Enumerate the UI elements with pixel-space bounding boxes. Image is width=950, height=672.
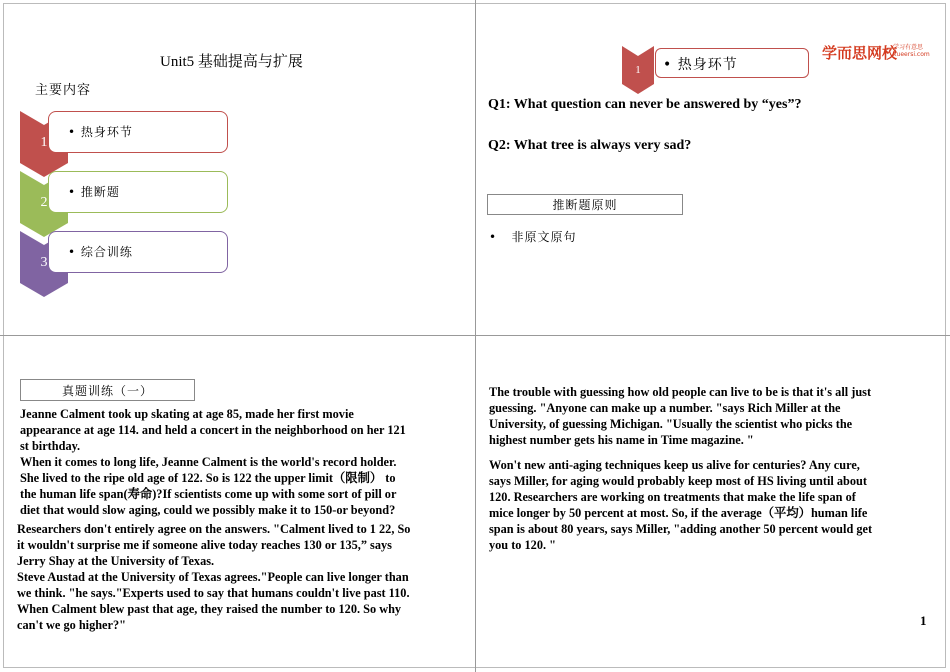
step-2-label: • 推断题 [68,185,120,199]
main-content-heading: 主要内容 [35,83,92,98]
passage-line: Jeanne Calment took up skating at age 85, made her first movie [20,407,354,421]
unit-title: Unit5 基础提高与扩展 [160,54,303,70]
passage-line: diet that would slow aging, could we possibly make it to 150-or beyond? [20,503,396,517]
passage-line: 120. Researchers are working on treatments that make the life span of [489,490,856,504]
passage-line: says Miller, for aging would probably keep most of HS living until about [489,474,867,488]
passage-line: mice longer by 50 percent at most. So, if the average（平均）human life [489,506,868,520]
passage-part-d [489,457,872,553]
warmup-header-number: 1 [635,64,641,76]
logo-tagline: 学习有意思 [893,44,924,51]
step-2-number: 2 [40,195,48,210]
passage-part-c [489,384,871,448]
passage-line: it wouldn't surprise me if someone alive today reaches 130 or 135,” says [17,538,392,552]
passage-line: Researchers don't entirely agree on the answers. "Calment lived to 1 22, So [17,522,411,536]
xueersi-logo-sub [893,44,930,58]
question-2: Q2: What tree is always very sad? [488,138,692,153]
passage-line: Won't new anti-aging techniques keep us alive for centuries? Any cure, [489,458,860,472]
passage-line: appearance at age 114. and held a concert in the neighborhood on her 121 [20,423,406,437]
rule-bullet [489,228,577,245]
step-1-number: 1 [40,135,48,150]
passage-line: The trouble with guessing how old people can live to be is that it's all just [489,385,872,399]
step-3[interactable] [20,231,230,301]
passage-line: University, of guessing Michigan. "Usually the scientist who picks the [489,417,853,431]
passage-part-b [17,521,410,633]
xueersi-logo: 学而思网校 [822,44,898,62]
passage-line: the human life span(寿命)?If scientists come up with some sort of pill or [20,487,397,501]
passage-line: span is about 80 years, says Miller, "adding another 50 percent would get [489,522,873,536]
vertical-divider [475,0,476,672]
step-3-number: 3 [40,255,48,270]
passage-line: we think. "he says."Experts used to say that humans couldn't live past 110. [17,586,410,600]
step-3-label: • 综合训练 [68,245,133,259]
passage-line: st birthday. [20,439,81,453]
page-number: 1 [920,613,927,628]
passage-line: Steve Austad at the University of Texas agrees."People can live longer than [17,570,409,584]
logo-domain: xueersi.com [893,51,930,58]
exam-practice-box: 真题训练（一） [20,379,195,401]
passage-line: highest number gets his name in Time magazine. " [489,433,754,447]
passage-line: can't we go higher?" [17,618,126,632]
warmup-header-label: • 热身环节 [663,57,738,73]
inference-rule-box: 推断题原则 [487,194,683,215]
passage-line: When Calment blew past that age, they raised the number to 120. So why [17,602,402,616]
passage-line: guessing. "Anyone can make up a number. "says Rich Miller at the [489,401,841,415]
bullet-icon: • [489,230,498,244]
horizontal-divider [0,335,950,336]
rule-bullet-text: 非原文原句 [511,230,577,244]
step-1-label: • 热身环节 [68,125,133,139]
question-1: Q1: What question can never be answered by “yes”? [488,97,802,112]
passage-line: you to 120. " [489,538,556,552]
passage-line: When it comes to long life, Jeanne Calment is the world's record holder. [20,455,397,469]
passage-line: Jerry Shay at the University of Texas. [17,554,215,568]
passage-line: She lived to the ripe old age of 122. So is 122 the upper limit（限制） to [20,471,396,485]
passage-part-a [20,406,406,518]
